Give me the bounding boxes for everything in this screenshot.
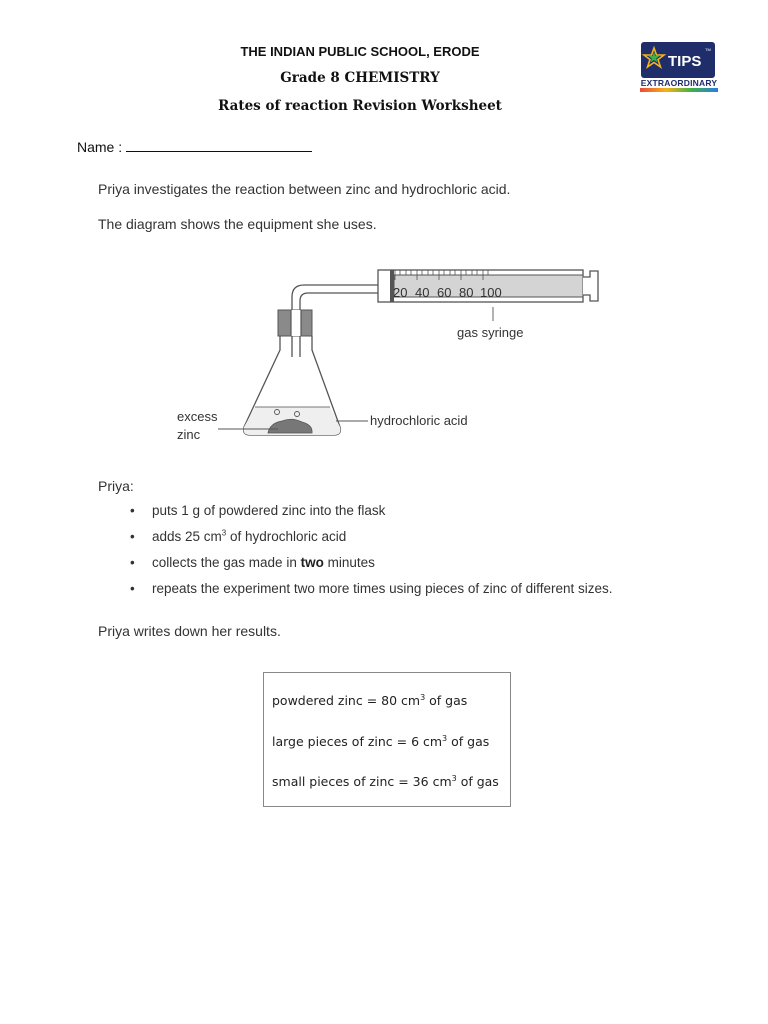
name-label: Name : [77, 139, 123, 155]
list-item [130, 554, 612, 580]
unit-superscript: 3 [442, 733, 448, 743]
result-text: powdered zinc = 80 cm [272, 693, 421, 708]
syringe-scale-80: 80 [459, 285, 474, 300]
name-field[interactable] [77, 139, 312, 155]
result-text-end: of gas [425, 693, 468, 708]
hydrochloric-acid-label: hydrochloric acid [370, 413, 468, 428]
step-text: adds 25 cm [152, 529, 222, 544]
unit-superscript: 3 [221, 528, 227, 538]
syringe-scale-20: 20 [393, 285, 408, 300]
syringe-scale-60: 60 [437, 285, 452, 300]
bullet-icon: • [130, 555, 135, 570]
step-text-end: of hydrochloric acid [226, 529, 347, 544]
logo-color-bar [640, 88, 718, 92]
list-item [130, 528, 612, 554]
intro-paragraph-2: The diagram shows the equipment she uses. [98, 216, 377, 232]
logo-tm: TM [705, 47, 711, 52]
step-text: puts 1 g of powdered zinc into the flask [152, 503, 386, 518]
result-row-large [272, 734, 489, 749]
result-text: small pieces of zinc = 36 cm [272, 774, 452, 789]
name-blank-line[interactable] [126, 139, 312, 152]
apparatus-diagram [160, 255, 620, 455]
grade-subject: Grade 8 CHEMISTRY [280, 70, 440, 86]
bullet-icon: • [130, 529, 135, 544]
bullet-icon: • [130, 503, 135, 518]
excess-label: excess [177, 409, 218, 424]
plunger-handle [583, 271, 598, 301]
list-item [130, 502, 612, 528]
results-intro: Priya writes down her results. [98, 623, 281, 639]
gas-syringe-label: gas syringe [457, 325, 524, 340]
star-icon [641, 42, 715, 78]
step-text: repeats the experiment two more times using pieces of zinc of different sizes. [152, 581, 613, 596]
list-item [130, 580, 612, 606]
method-list [130, 502, 612, 606]
result-text-end: of gas [456, 774, 499, 789]
school-logo [641, 42, 715, 78]
unit-superscript: 3 [451, 773, 457, 783]
method-heading: Priya: [98, 478, 134, 494]
step-text: collects the gas made in [152, 555, 301, 570]
bullet-icon: • [130, 581, 135, 596]
unit-superscript: 3 [420, 692, 426, 702]
worksheet-title: Rates of reaction Revision Worksheet [218, 98, 502, 114]
results-box [263, 672, 511, 807]
result-text-end: of gas [447, 734, 490, 749]
logo-brand: TIPS [668, 53, 702, 70]
intro-paragraph-1: Priya investigates the reaction between zinc and hydrochloric acid. [98, 181, 511, 197]
step-text-end: minutes [323, 555, 375, 570]
syringe-scale-100: 100 [480, 285, 502, 300]
syringe-scale-40: 40 [415, 285, 430, 300]
logo-tagline: EXTRAORDINARY [640, 78, 718, 88]
emphasis-two: two [300, 555, 324, 570]
result-row-small [272, 774, 499, 789]
result-text: large pieces of zinc = 6 cm [272, 734, 443, 749]
zinc-label: zinc [177, 427, 201, 442]
result-row-powdered [272, 693, 467, 708]
school-name: THE INDIAN PUBLIC SCHOOL, ERODE [240, 44, 480, 59]
